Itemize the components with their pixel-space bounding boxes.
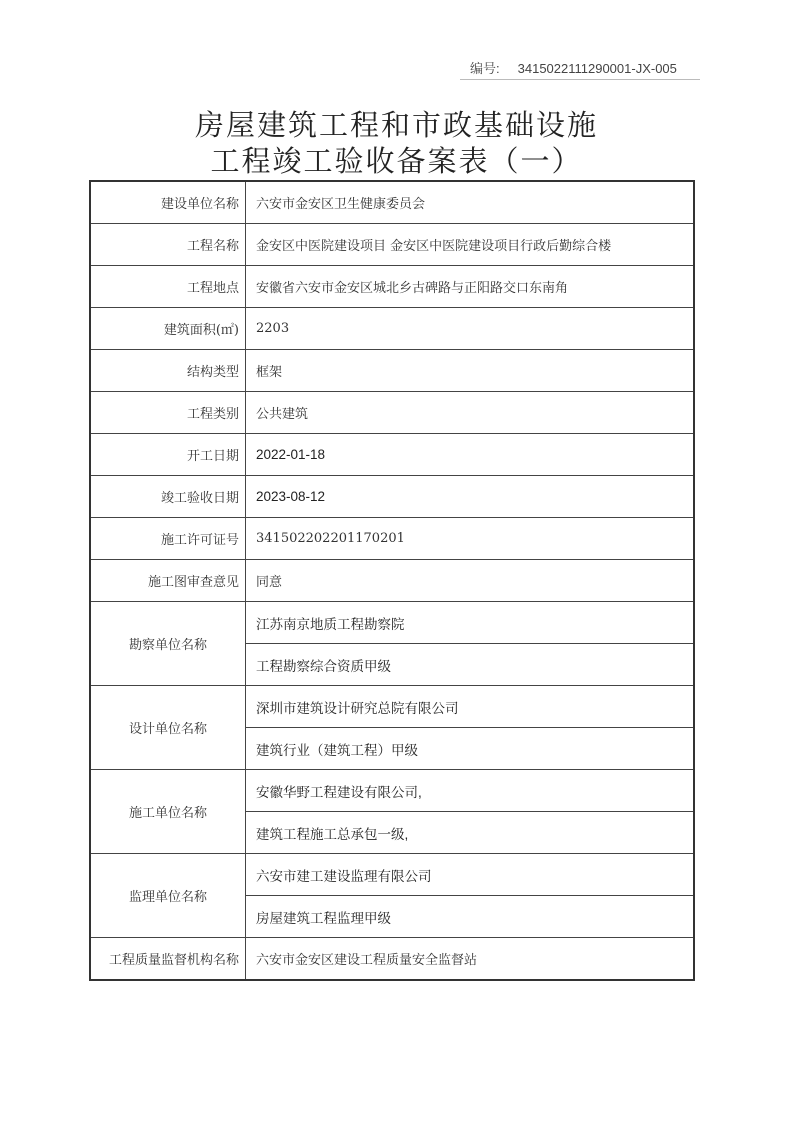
field-value: 六安市金安区建设工程质量安全监督站 (246, 938, 695, 981)
field-label: 建设单位名称 (90, 181, 246, 224)
serial-label: 编号: (470, 61, 500, 76)
field-value: 安徽省六安市金安区城北乡古碑路与正阳路交口东南角 (246, 266, 695, 308)
group-label: 施工单位名称 (90, 770, 246, 854)
field-label: 竣工验收日期 (90, 476, 246, 518)
form-title-line2: 工程竣工验收备案表（一） (210, 144, 583, 178)
unit-qualification: 建筑工程施工总承包一级, (246, 812, 695, 854)
unit-name: 六安市建工建设监理有限公司 (246, 854, 695, 896)
form-row (90, 181, 694, 224)
field-value: 同意 (246, 560, 695, 602)
field-value: 2022-01-18 (246, 434, 695, 476)
unit-name-row (90, 686, 694, 728)
form-row (90, 434, 694, 476)
record-form-table (89, 180, 695, 981)
field-label: 开工日期 (90, 434, 246, 476)
field-value: 341502202201170201 (246, 518, 695, 560)
form-title-line1: 房屋建筑工程和市政基础设施 (194, 108, 598, 142)
unit-name: 安徽华野工程建设有限公司, (246, 770, 695, 812)
field-value: 2023-08-12 (246, 476, 695, 518)
serial-underline (460, 79, 700, 80)
form-row (90, 308, 694, 350)
group-label: 设计单位名称 (90, 686, 246, 770)
unit-qualification: 工程勘察综合资质甲级 (246, 644, 695, 686)
field-value: 六安市金安区卫生健康委员会 (246, 181, 695, 224)
unit-name-row (90, 602, 694, 644)
form-row (90, 560, 694, 602)
field-label: 工程名称 (90, 224, 246, 266)
form-row (90, 476, 694, 518)
field-value: 公共建筑 (246, 392, 695, 434)
serial-value: 3415022111290001-JX-005 (517, 61, 677, 76)
form-row (90, 938, 694, 981)
form-row (90, 392, 694, 434)
form-row (90, 518, 694, 560)
group-label: 监理单位名称 (90, 854, 246, 938)
unit-name-row (90, 770, 694, 812)
field-label: 工程类别 (90, 392, 246, 434)
form-row (90, 350, 694, 392)
field-label: 建筑面积(㎡) (90, 308, 246, 350)
group-label: 勘察单位名称 (90, 602, 246, 686)
field-label: 施工图审查意见 (90, 560, 246, 602)
form-row (90, 266, 694, 308)
unit-name: 深圳市建筑设计研究总院有限公司 (246, 686, 695, 728)
unit-qualification: 建筑行业（建筑工程）甲级 (246, 728, 695, 770)
serial-number (470, 58, 677, 77)
field-value: 2203 (246, 308, 695, 350)
unit-qualification: 房屋建筑工程监理甲级 (246, 896, 695, 938)
form-row (90, 224, 694, 266)
field-value: 框架 (246, 350, 695, 392)
field-value: 金安区中医院建设项目 金安区中医院建设项目行政后勤综合楼 (246, 224, 695, 266)
field-label: 工程地点 (90, 266, 246, 308)
field-label: 结构类型 (90, 350, 246, 392)
field-label: 工程质量监督机构名称 (90, 938, 246, 981)
unit-name-row (90, 854, 694, 896)
unit-name: 江苏南京地质工程勘察院 (246, 602, 695, 644)
field-label: 施工许可证号 (90, 518, 246, 560)
